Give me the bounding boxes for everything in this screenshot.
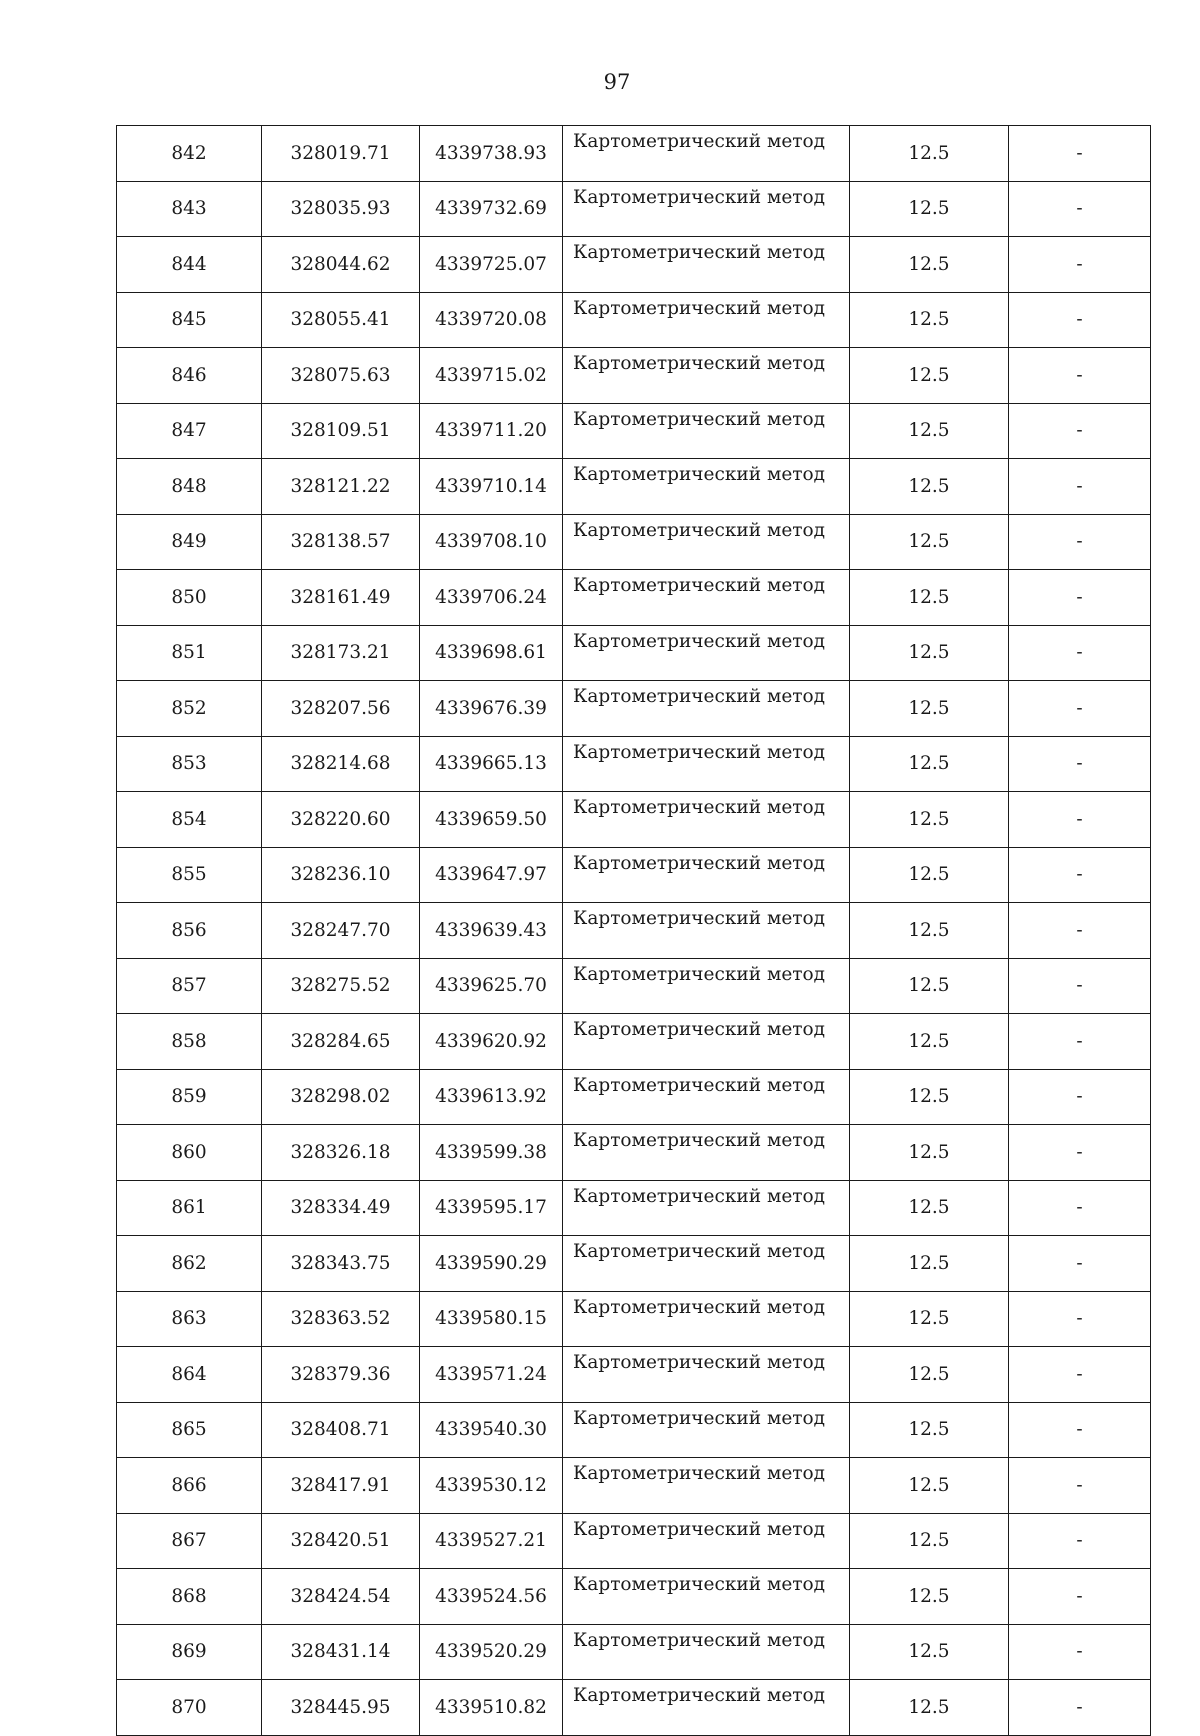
accuracy-cell: 12.5 bbox=[850, 1180, 1009, 1236]
y-coordinate-cell: 4339613.92 bbox=[420, 1069, 563, 1125]
accuracy-cell: 12.5 bbox=[850, 958, 1009, 1014]
point-number-cell: 869 bbox=[117, 1624, 262, 1680]
method-cell: Картометрический метод bbox=[563, 903, 850, 959]
y-coordinate-cell: 4339676.39 bbox=[420, 681, 563, 737]
table-row bbox=[117, 570, 1151, 626]
note-cell: - bbox=[1009, 736, 1151, 792]
accuracy-cell: 12.5 bbox=[850, 459, 1009, 515]
point-number-cell: 853 bbox=[117, 736, 262, 792]
note-cell: - bbox=[1009, 1291, 1151, 1347]
note-cell: - bbox=[1009, 514, 1151, 570]
table-row bbox=[117, 847, 1151, 903]
method-cell: Картометрический метод bbox=[563, 459, 850, 515]
y-coordinate-cell: 4339625.70 bbox=[420, 958, 563, 1014]
y-coordinate-cell: 4339710.14 bbox=[420, 459, 563, 515]
accuracy-cell: 12.5 bbox=[850, 1236, 1009, 1292]
note-cell: - bbox=[1009, 1180, 1151, 1236]
method-cell: Картометрический метод bbox=[563, 1458, 850, 1514]
table-row bbox=[117, 736, 1151, 792]
y-coordinate-cell: 4339620.92 bbox=[420, 1014, 563, 1070]
y-coordinate-cell: 4339580.15 bbox=[420, 1291, 563, 1347]
table-row bbox=[117, 903, 1151, 959]
note-cell: - bbox=[1009, 625, 1151, 681]
y-coordinate-cell: 4339720.08 bbox=[420, 292, 563, 348]
table-row bbox=[117, 681, 1151, 737]
x-coordinate-cell: 328445.95 bbox=[262, 1680, 420, 1736]
method-cell: Картометрический метод bbox=[563, 1347, 850, 1403]
method-cell: Картометрический метод bbox=[563, 1291, 850, 1347]
accuracy-cell: 12.5 bbox=[850, 903, 1009, 959]
y-coordinate-cell: 4339590.29 bbox=[420, 1236, 563, 1292]
y-coordinate-cell: 4339599.38 bbox=[420, 1125, 563, 1181]
x-coordinate-cell: 328326.18 bbox=[262, 1125, 420, 1181]
x-coordinate-cell: 328220.60 bbox=[262, 792, 420, 848]
method-cell: Картометрический метод bbox=[563, 1624, 850, 1680]
accuracy-cell: 12.5 bbox=[850, 181, 1009, 237]
method-cell: Картометрический метод bbox=[563, 292, 850, 348]
y-coordinate-cell: 4339527.21 bbox=[420, 1513, 563, 1569]
method-cell: Картометрический метод bbox=[563, 1402, 850, 1458]
table-row bbox=[117, 348, 1151, 404]
accuracy-cell: 12.5 bbox=[850, 1125, 1009, 1181]
point-number-cell: 859 bbox=[117, 1069, 262, 1125]
y-coordinate-cell: 4339698.61 bbox=[420, 625, 563, 681]
x-coordinate-cell: 328343.75 bbox=[262, 1236, 420, 1292]
table-row bbox=[117, 625, 1151, 681]
x-coordinate-cell: 328298.02 bbox=[262, 1069, 420, 1125]
accuracy-cell: 12.5 bbox=[850, 681, 1009, 737]
accuracy-cell: 12.5 bbox=[850, 514, 1009, 570]
table-row bbox=[117, 292, 1151, 348]
table-row bbox=[117, 1680, 1151, 1736]
note-cell: - bbox=[1009, 1347, 1151, 1403]
y-coordinate-cell: 4339571.24 bbox=[420, 1347, 563, 1403]
method-cell: Картометрический метод bbox=[563, 792, 850, 848]
point-number-cell: 850 bbox=[117, 570, 262, 626]
page-number: 97 bbox=[603, 70, 631, 94]
y-coordinate-cell: 4339665.13 bbox=[420, 736, 563, 792]
method-cell: Картометрический метод bbox=[563, 1236, 850, 1292]
x-coordinate-cell: 328431.14 bbox=[262, 1624, 420, 1680]
method-cell: Картометрический метод bbox=[563, 126, 850, 182]
accuracy-cell: 12.5 bbox=[850, 1680, 1009, 1736]
x-coordinate-cell: 328121.22 bbox=[262, 459, 420, 515]
x-coordinate-cell: 328109.51 bbox=[262, 403, 420, 459]
point-number-cell: 865 bbox=[117, 1402, 262, 1458]
point-number-cell: 846 bbox=[117, 348, 262, 404]
method-cell: Картометрический метод bbox=[563, 348, 850, 404]
point-number-cell: 849 bbox=[117, 514, 262, 570]
note-cell: - bbox=[1009, 237, 1151, 293]
method-cell: Картометрический метод bbox=[563, 625, 850, 681]
table-row bbox=[117, 126, 1151, 182]
method-cell: Картометрический метод bbox=[563, 1069, 850, 1125]
note-cell: - bbox=[1009, 903, 1151, 959]
y-coordinate-cell: 4339708.10 bbox=[420, 514, 563, 570]
accuracy-cell: 12.5 bbox=[850, 1402, 1009, 1458]
accuracy-cell: 12.5 bbox=[850, 736, 1009, 792]
method-cell: Картометрический метод bbox=[563, 237, 850, 293]
method-cell: Картометрический метод bbox=[563, 847, 850, 903]
table-row bbox=[117, 1236, 1151, 1292]
accuracy-cell: 12.5 bbox=[850, 1624, 1009, 1680]
note-cell: - bbox=[1009, 1402, 1151, 1458]
method-cell: Картометрический метод bbox=[563, 403, 850, 459]
note-cell: - bbox=[1009, 1458, 1151, 1514]
x-coordinate-cell: 328236.10 bbox=[262, 847, 420, 903]
method-cell: Картометрический метод bbox=[563, 1125, 850, 1181]
note-cell: - bbox=[1009, 126, 1151, 182]
x-coordinate-cell: 328055.41 bbox=[262, 292, 420, 348]
accuracy-cell: 12.5 bbox=[850, 1347, 1009, 1403]
y-coordinate-cell: 4339711.20 bbox=[420, 403, 563, 459]
table-row bbox=[117, 1458, 1151, 1514]
point-number-cell: 858 bbox=[117, 1014, 262, 1070]
point-number-cell: 863 bbox=[117, 1291, 262, 1347]
x-coordinate-cell: 328214.68 bbox=[262, 736, 420, 792]
point-number-cell: 842 bbox=[117, 126, 262, 182]
coordinates-table bbox=[116, 125, 1151, 1736]
table-row bbox=[117, 1513, 1151, 1569]
x-coordinate-cell: 328247.70 bbox=[262, 903, 420, 959]
x-coordinate-cell: 328379.36 bbox=[262, 1347, 420, 1403]
x-coordinate-cell: 328284.65 bbox=[262, 1014, 420, 1070]
point-number-cell: 855 bbox=[117, 847, 262, 903]
y-coordinate-cell: 4339639.43 bbox=[420, 903, 563, 959]
y-coordinate-cell: 4339738.93 bbox=[420, 126, 563, 182]
method-cell: Картометрический метод bbox=[563, 181, 850, 237]
point-number-cell: 843 bbox=[117, 181, 262, 237]
note-cell: - bbox=[1009, 459, 1151, 515]
x-coordinate-cell: 328035.93 bbox=[262, 181, 420, 237]
method-cell: Картометрический метод bbox=[563, 736, 850, 792]
accuracy-cell: 12.5 bbox=[850, 348, 1009, 404]
table-row bbox=[117, 403, 1151, 459]
accuracy-cell: 12.5 bbox=[850, 792, 1009, 848]
note-cell: - bbox=[1009, 1624, 1151, 1680]
note-cell: - bbox=[1009, 1014, 1151, 1070]
x-coordinate-cell: 328138.57 bbox=[262, 514, 420, 570]
y-coordinate-cell: 4339530.12 bbox=[420, 1458, 563, 1514]
accuracy-cell: 12.5 bbox=[850, 403, 1009, 459]
method-cell: Картометрический метод bbox=[563, 1180, 850, 1236]
note-cell: - bbox=[1009, 1069, 1151, 1125]
x-coordinate-cell: 328207.56 bbox=[262, 681, 420, 737]
y-coordinate-cell: 4339725.07 bbox=[420, 237, 563, 293]
x-coordinate-cell: 328173.21 bbox=[262, 625, 420, 681]
accuracy-cell: 12.5 bbox=[850, 625, 1009, 681]
note-cell: - bbox=[1009, 792, 1151, 848]
point-number-cell: 867 bbox=[117, 1513, 262, 1569]
accuracy-cell: 12.5 bbox=[850, 292, 1009, 348]
table-row bbox=[117, 459, 1151, 515]
y-coordinate-cell: 4339510.82 bbox=[420, 1680, 563, 1736]
x-coordinate-cell: 328424.54 bbox=[262, 1569, 420, 1625]
method-cell: Картометрический метод bbox=[563, 1014, 850, 1070]
note-cell: - bbox=[1009, 348, 1151, 404]
method-cell: Картометрический метод bbox=[563, 570, 850, 626]
coordinates-table-body bbox=[117, 126, 1151, 1736]
y-coordinate-cell: 4339647.97 bbox=[420, 847, 563, 903]
method-cell: Картометрический метод bbox=[563, 681, 850, 737]
y-coordinate-cell: 4339659.50 bbox=[420, 792, 563, 848]
y-coordinate-cell: 4339706.24 bbox=[420, 570, 563, 626]
accuracy-cell: 12.5 bbox=[850, 570, 1009, 626]
method-cell: Картометрический метод bbox=[563, 1513, 850, 1569]
table-row bbox=[117, 181, 1151, 237]
point-number-cell: 844 bbox=[117, 237, 262, 293]
point-number-cell: 870 bbox=[117, 1680, 262, 1736]
note-cell: - bbox=[1009, 1236, 1151, 1292]
table-row bbox=[117, 958, 1151, 1014]
table-row bbox=[117, 1014, 1151, 1070]
method-cell: Картометрический метод bbox=[563, 1569, 850, 1625]
point-number-cell: 854 bbox=[117, 792, 262, 848]
accuracy-cell: 12.5 bbox=[850, 847, 1009, 903]
x-coordinate-cell: 328019.71 bbox=[262, 126, 420, 182]
y-coordinate-cell: 4339595.17 bbox=[420, 1180, 563, 1236]
point-number-cell: 866 bbox=[117, 1458, 262, 1514]
x-coordinate-cell: 328334.49 bbox=[262, 1180, 420, 1236]
x-coordinate-cell: 328417.91 bbox=[262, 1458, 420, 1514]
y-coordinate-cell: 4339715.02 bbox=[420, 348, 563, 404]
point-number-cell: 851 bbox=[117, 625, 262, 681]
note-cell: - bbox=[1009, 570, 1151, 626]
point-number-cell: 860 bbox=[117, 1125, 262, 1181]
point-number-cell: 847 bbox=[117, 403, 262, 459]
table-row bbox=[117, 1347, 1151, 1403]
x-coordinate-cell: 328408.71 bbox=[262, 1402, 420, 1458]
note-cell: - bbox=[1009, 958, 1151, 1014]
note-cell: - bbox=[1009, 181, 1151, 237]
point-number-cell: 861 bbox=[117, 1180, 262, 1236]
point-number-cell: 864 bbox=[117, 1347, 262, 1403]
note-cell: - bbox=[1009, 1569, 1151, 1625]
table-row bbox=[117, 792, 1151, 848]
y-coordinate-cell: 4339540.30 bbox=[420, 1402, 563, 1458]
point-number-cell: 868 bbox=[117, 1569, 262, 1625]
method-cell: Картометрический метод bbox=[563, 1680, 850, 1736]
y-coordinate-cell: 4339732.69 bbox=[420, 181, 563, 237]
x-coordinate-cell: 328275.52 bbox=[262, 958, 420, 1014]
accuracy-cell: 12.5 bbox=[850, 237, 1009, 293]
y-coordinate-cell: 4339520.29 bbox=[420, 1624, 563, 1680]
accuracy-cell: 12.5 bbox=[850, 1014, 1009, 1070]
point-number-cell: 857 bbox=[117, 958, 262, 1014]
table-row bbox=[117, 514, 1151, 570]
point-number-cell: 845 bbox=[117, 292, 262, 348]
method-cell: Картометрический метод bbox=[563, 958, 850, 1014]
note-cell: - bbox=[1009, 1513, 1151, 1569]
table-row bbox=[117, 1069, 1151, 1125]
accuracy-cell: 12.5 bbox=[850, 126, 1009, 182]
accuracy-cell: 12.5 bbox=[850, 1458, 1009, 1514]
table-row bbox=[117, 1125, 1151, 1181]
point-number-cell: 862 bbox=[117, 1236, 262, 1292]
table-row bbox=[117, 1291, 1151, 1347]
note-cell: - bbox=[1009, 1125, 1151, 1181]
note-cell: - bbox=[1009, 1680, 1151, 1736]
point-number-cell: 856 bbox=[117, 903, 262, 959]
accuracy-cell: 12.5 bbox=[850, 1569, 1009, 1625]
method-cell: Картометрический метод bbox=[563, 514, 850, 570]
y-coordinate-cell: 4339524.56 bbox=[420, 1569, 563, 1625]
note-cell: - bbox=[1009, 681, 1151, 737]
x-coordinate-cell: 328161.49 bbox=[262, 570, 420, 626]
x-coordinate-cell: 328420.51 bbox=[262, 1513, 420, 1569]
table-row bbox=[117, 1624, 1151, 1680]
point-number-cell: 852 bbox=[117, 681, 262, 737]
table-row bbox=[117, 1402, 1151, 1458]
accuracy-cell: 12.5 bbox=[850, 1069, 1009, 1125]
table-row bbox=[117, 1180, 1151, 1236]
table-row bbox=[117, 1569, 1151, 1625]
x-coordinate-cell: 328075.63 bbox=[262, 348, 420, 404]
table-row bbox=[117, 237, 1151, 293]
x-coordinate-cell: 328044.62 bbox=[262, 237, 420, 293]
note-cell: - bbox=[1009, 292, 1151, 348]
note-cell: - bbox=[1009, 403, 1151, 459]
accuracy-cell: 12.5 bbox=[850, 1291, 1009, 1347]
point-number-cell: 848 bbox=[117, 459, 262, 515]
accuracy-cell: 12.5 bbox=[850, 1513, 1009, 1569]
x-coordinate-cell: 328363.52 bbox=[262, 1291, 420, 1347]
note-cell: - bbox=[1009, 847, 1151, 903]
